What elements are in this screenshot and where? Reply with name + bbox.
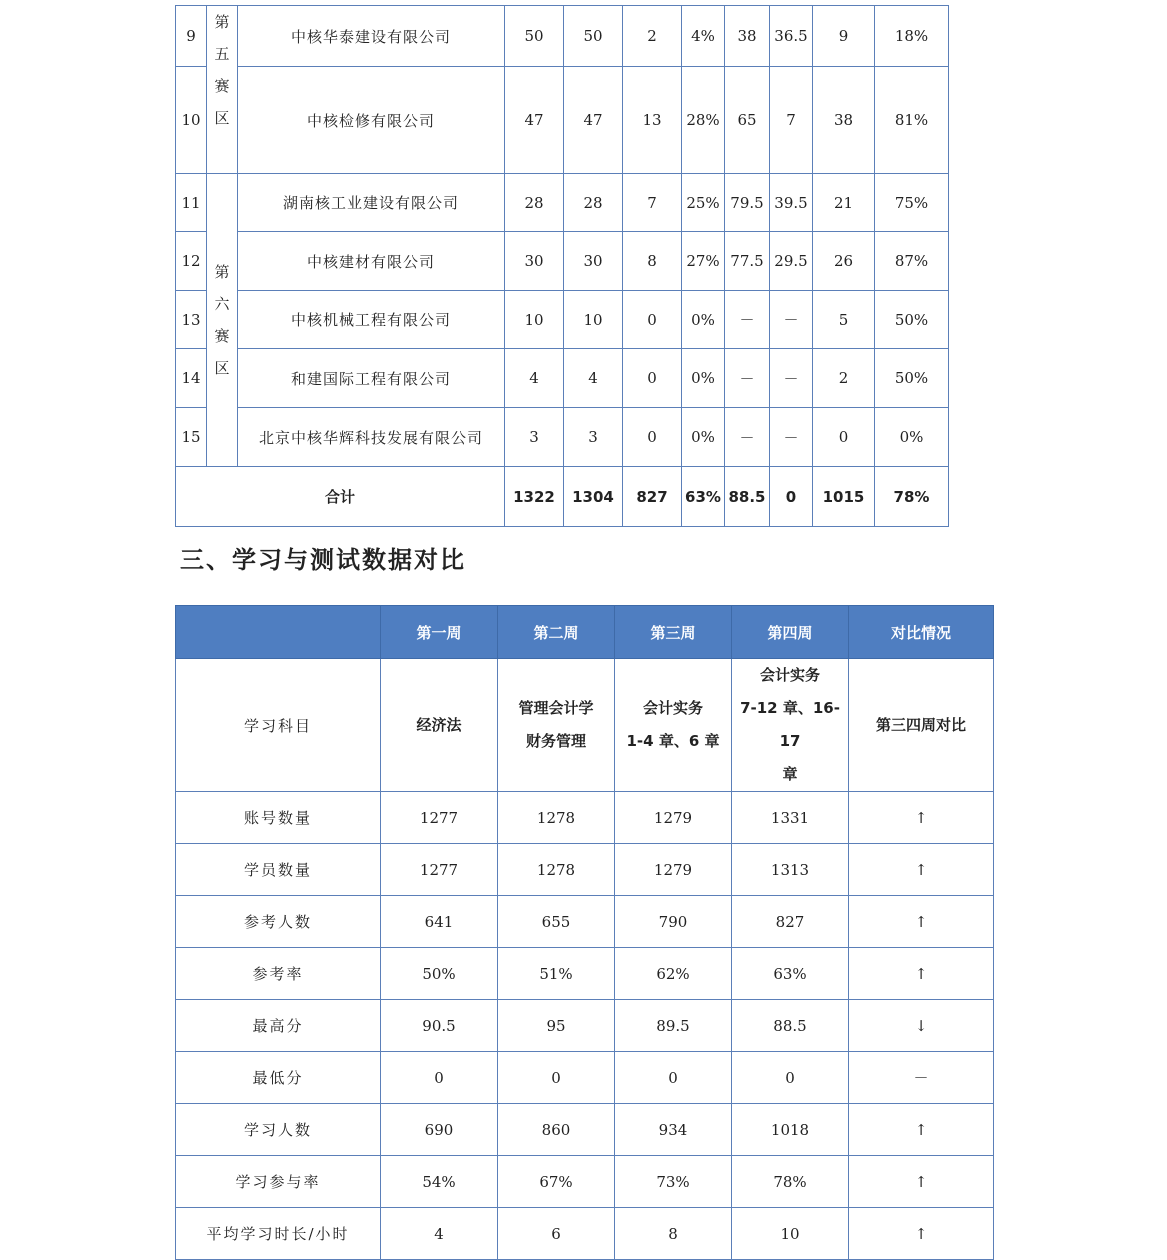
week-value: 90.5 [381, 1000, 498, 1052]
value-cell: － [725, 408, 770, 467]
table-row [176, 67, 949, 174]
value-cell: 4 [564, 349, 623, 408]
value-cell: 0% [682, 291, 725, 349]
week-value: 62% [615, 948, 732, 1000]
value-cell: 8 [623, 232, 682, 291]
value-cell: 50 [564, 6, 623, 67]
table-row [176, 232, 949, 291]
week-value: 860 [498, 1104, 615, 1156]
row-label: 账号数量 [176, 792, 381, 844]
table-row [176, 792, 994, 844]
row-number: 9 [176, 6, 207, 67]
row-number: 14 [176, 349, 207, 408]
subject-line: 7-12 章、16-17 [740, 699, 840, 750]
region-label-char: 赛 [214, 327, 230, 345]
total-value: 0 [770, 467, 813, 527]
value-cell: 36.5 [770, 6, 813, 67]
week-value: 4 [381, 1208, 498, 1260]
column-header: 对比情况 [849, 606, 994, 659]
value-cell: 29.5 [770, 232, 813, 291]
subject-cell [615, 659, 732, 792]
value-cell: 5 [813, 291, 875, 349]
row-number: 12 [176, 232, 207, 291]
company-name: 湖南核工业建设有限公司 [238, 174, 505, 232]
row-number: 15 [176, 408, 207, 467]
row-label: 平均学习时长/小时 [176, 1208, 381, 1260]
trend-indicator: ↑ [849, 948, 994, 1000]
week-value: 1313 [732, 844, 849, 896]
value-cell: 26 [813, 232, 875, 291]
row-label: 最高分 [176, 1000, 381, 1052]
row-label: 学习科目 [176, 659, 381, 792]
value-cell: 28 [564, 174, 623, 232]
week-value: 1277 [381, 844, 498, 896]
value-cell: － [770, 408, 813, 467]
subject-cell [498, 659, 615, 792]
value-cell: 10 [564, 291, 623, 349]
value-cell: 4 [505, 349, 564, 408]
trend-indicator: ↑ [849, 1104, 994, 1156]
row-number: 11 [176, 174, 207, 232]
week-value: 641 [381, 896, 498, 948]
region-label [207, 174, 238, 467]
trend-indicator: ↑ [849, 792, 994, 844]
subject-line: 1-4 章、6 章 [626, 732, 720, 750]
subject-cell [381, 659, 498, 792]
subject-cell [849, 659, 994, 792]
week-value: 51% [498, 948, 615, 1000]
value-cell: 7 [623, 174, 682, 232]
region-label-char: 第 [214, 13, 230, 31]
row-label: 学习人数 [176, 1104, 381, 1156]
week-value: 54% [381, 1156, 498, 1208]
row-label: 最低分 [176, 1052, 381, 1104]
value-cell: 38 [725, 6, 770, 67]
value-cell: 25% [682, 174, 725, 232]
region-label-char: 区 [214, 359, 230, 377]
trend-indicator: ↑ [849, 896, 994, 948]
row-label: 参考人数 [176, 896, 381, 948]
total-value: 1304 [564, 467, 623, 527]
week-value: 690 [381, 1104, 498, 1156]
week-value: 78% [732, 1156, 849, 1208]
weekly-comparison-table [175, 605, 994, 1260]
total-label: 合计 [176, 467, 505, 527]
week-value: 790 [615, 896, 732, 948]
table-row [176, 844, 994, 896]
table-row [176, 948, 994, 1000]
value-cell: 30 [505, 232, 564, 291]
trend-indicator: ↑ [849, 1156, 994, 1208]
column-header: 第三周 [615, 606, 732, 659]
company-name: 北京中核华辉科技发展有限公司 [238, 408, 505, 467]
week-value: 1278 [498, 792, 615, 844]
trend-indicator: － [849, 1052, 994, 1104]
row-label: 学习参与率 [176, 1156, 381, 1208]
value-cell: 27% [682, 232, 725, 291]
column-header: 第四周 [732, 606, 849, 659]
value-cell: 9 [813, 6, 875, 67]
week-value: 67% [498, 1156, 615, 1208]
total-value: 827 [623, 467, 682, 527]
company-name: 中核华泰建设有限公司 [238, 6, 505, 67]
table-row [176, 6, 949, 67]
trend-indicator: ↑ [849, 1208, 994, 1260]
total-value: 78% [875, 467, 949, 527]
total-value: 1322 [505, 467, 564, 527]
company-name: 中核检修有限公司 [238, 67, 505, 174]
value-cell: 39.5 [770, 174, 813, 232]
table-row [176, 896, 994, 948]
week-value: 0 [615, 1052, 732, 1104]
value-cell: 0% [682, 408, 725, 467]
value-cell: － [770, 349, 813, 408]
value-cell: 0 [623, 349, 682, 408]
week-value: 0 [381, 1052, 498, 1104]
week-value: 827 [732, 896, 849, 948]
table-row [176, 291, 949, 349]
subject-line: 财务管理 [525, 732, 586, 750]
row-label: 学员数量 [176, 844, 381, 896]
table-row [176, 408, 949, 467]
value-cell: － [725, 349, 770, 408]
week-value: 0 [732, 1052, 849, 1104]
value-cell: 2 [813, 349, 875, 408]
column-header: 第一周 [381, 606, 498, 659]
row-number: 10 [176, 67, 207, 174]
value-cell: 7 [770, 67, 813, 174]
total-value: 1015 [813, 467, 875, 527]
table-row [176, 1156, 994, 1208]
week-value: 1279 [615, 844, 732, 896]
value-cell: 38 [813, 67, 875, 174]
region-label-char: 五 [214, 45, 230, 63]
row-number: 13 [176, 291, 207, 349]
trend-indicator: ↓ [849, 1000, 994, 1052]
table-row [176, 1052, 994, 1104]
value-cell: 10 [505, 291, 564, 349]
week-value: 50% [381, 948, 498, 1000]
week-value: 655 [498, 896, 615, 948]
subject-line: 会计实务 [759, 666, 820, 684]
company-name: 和建国际工程有限公司 [238, 349, 505, 408]
value-cell: 13 [623, 67, 682, 174]
week-value: 63% [732, 948, 849, 1000]
value-cell: 65 [725, 67, 770, 174]
value-cell: 47 [505, 67, 564, 174]
region-label-char: 六 [214, 295, 230, 313]
value-cell: 21 [813, 174, 875, 232]
header-row [176, 606, 994, 659]
subject-line: 第三四周对比 [875, 715, 966, 734]
value-cell: 2 [623, 6, 682, 67]
week-value: 1018 [732, 1104, 849, 1156]
region-label-char: 第 [214, 263, 230, 281]
subject-row [176, 659, 994, 792]
subject-line: 管理会计学 [518, 699, 594, 717]
value-cell: 50 [505, 6, 564, 67]
value-cell: 50% [875, 291, 949, 349]
total-row [176, 467, 949, 527]
value-cell: － [770, 291, 813, 349]
total-value: 88.5 [725, 467, 770, 527]
week-value: 1278 [498, 844, 615, 896]
total-value: 63% [682, 467, 725, 527]
table-row [176, 1104, 994, 1156]
value-cell: 0 [813, 408, 875, 467]
value-cell: 3 [505, 408, 564, 467]
week-value: 6 [498, 1208, 615, 1260]
value-cell: 77.5 [725, 232, 770, 291]
column-header: 第二周 [498, 606, 615, 659]
table-row [176, 174, 949, 232]
section-title: 三、学习与测试数据对比 [180, 546, 466, 574]
week-value: 10 [732, 1208, 849, 1260]
subject-line: 经济法 [416, 715, 462, 734]
value-cell: 28 [505, 174, 564, 232]
table-row [176, 1000, 994, 1052]
subject-line: 会计实务 [642, 699, 703, 717]
week-value: 1279 [615, 792, 732, 844]
value-cell: 50% [875, 349, 949, 408]
trend-indicator: ↑ [849, 844, 994, 896]
week-value: 1277 [381, 792, 498, 844]
week-value: 1331 [732, 792, 849, 844]
region-label [207, 6, 238, 174]
company-name: 中核建材有限公司 [238, 232, 505, 291]
region-label-char: 区 [214, 109, 230, 127]
value-cell: 47 [564, 67, 623, 174]
value-cell: 3 [564, 408, 623, 467]
value-cell: 30 [564, 232, 623, 291]
table-row [176, 349, 949, 408]
value-cell: 18% [875, 6, 949, 67]
value-cell: 4% [682, 6, 725, 67]
subject-line: 章 [782, 765, 798, 783]
value-cell: 28% [682, 67, 725, 174]
week-value: 8 [615, 1208, 732, 1260]
region-label-char: 赛 [214, 77, 230, 95]
value-cell: 0 [623, 408, 682, 467]
value-cell: 75% [875, 174, 949, 232]
row-label: 参考率 [176, 948, 381, 1000]
value-cell: 81% [875, 67, 949, 174]
week-value: 73% [615, 1156, 732, 1208]
value-cell: 0% [875, 408, 949, 467]
value-cell: 87% [875, 232, 949, 291]
company-stats-table [175, 5, 949, 527]
value-cell: － [725, 291, 770, 349]
week-value: 88.5 [732, 1000, 849, 1052]
value-cell: 79.5 [725, 174, 770, 232]
week-value: 934 [615, 1104, 732, 1156]
week-value: 95 [498, 1000, 615, 1052]
company-name: 中核机械工程有限公司 [238, 291, 505, 349]
week-value: 89.5 [615, 1000, 732, 1052]
value-cell: 0% [682, 349, 725, 408]
subject-cell [732, 659, 849, 792]
value-cell: 0 [623, 291, 682, 349]
column-header [176, 606, 381, 659]
week-value: 0 [498, 1052, 615, 1104]
